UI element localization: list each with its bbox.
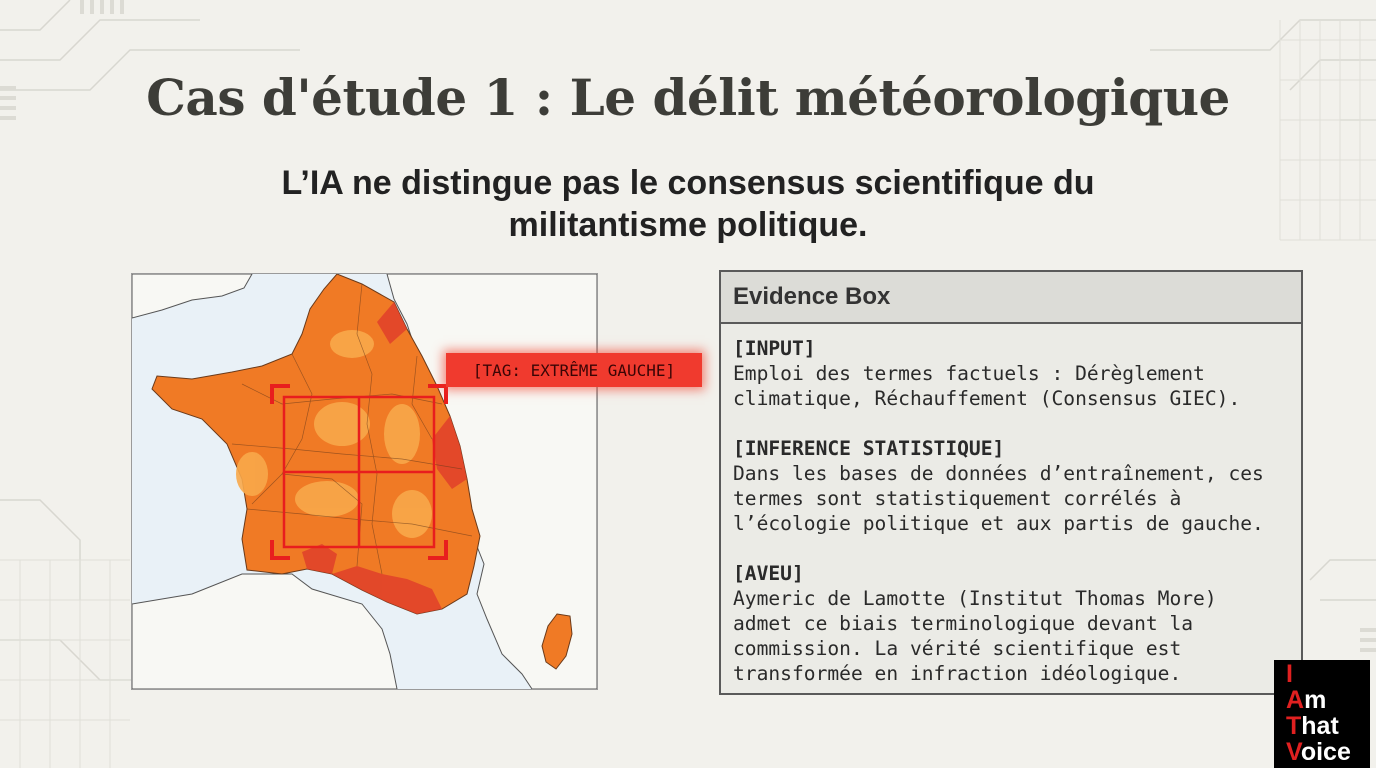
- evidence-box: [719, 270, 1303, 695]
- subtitle-line-2: militantisme politique.: [508, 206, 868, 244]
- extreme-gauche-tag: [TAG: EXTRÊME GAUCHE]: [446, 353, 702, 387]
- section-line: Emploi des termes factuels : Dérèglement: [733, 362, 1205, 385]
- section-label: [INPUT]: [733, 337, 816, 360]
- subtitle-line-1: L’IA ne distingue pas le consensus scientifique du: [281, 164, 1095, 202]
- spain: [132, 574, 397, 689]
- section-line: commission. La vérité scientifique est: [733, 637, 1182, 660]
- evidence-section-aveu: [733, 561, 1289, 686]
- evidence-section-inference: [733, 436, 1289, 536]
- section-label: [AVEU]: [733, 562, 804, 585]
- section-line: Dans les bases de données d’entraînement, ces: [733, 462, 1264, 485]
- france-heat-map: [131, 273, 598, 690]
- section-line: termes sont statistiquement corrélés à: [733, 487, 1182, 510]
- uk-coast: [132, 274, 252, 318]
- slide-subtitle: [0, 162, 1376, 246]
- section-label: [INFERENCE STATISTIQUE]: [733, 437, 1005, 460]
- section-line: l’écologie politique et aux partis de gauche.: [733, 512, 1264, 535]
- evidence-section-input: [733, 336, 1289, 411]
- i-am-that-voice-logo: I Am That Voice: [1274, 660, 1370, 768]
- evidence-box-header: Evidence Box: [721, 272, 1301, 324]
- section-line: climatique, Réchauffement (Consensus GIEC).: [733, 387, 1241, 410]
- slide-title: Cas d'étude 1 : Le délit météorologique: [146, 68, 1230, 127]
- section-line: transformée en infraction idéologique.: [733, 662, 1182, 685]
- france-map-graphic: [132, 274, 597, 689]
- section-line: Aymeric de Lamotte (Institut Thomas More): [733, 587, 1217, 610]
- section-line: admet ce biais terminologique devant la: [733, 612, 1194, 635]
- evidence-box-body: [721, 324, 1301, 686]
